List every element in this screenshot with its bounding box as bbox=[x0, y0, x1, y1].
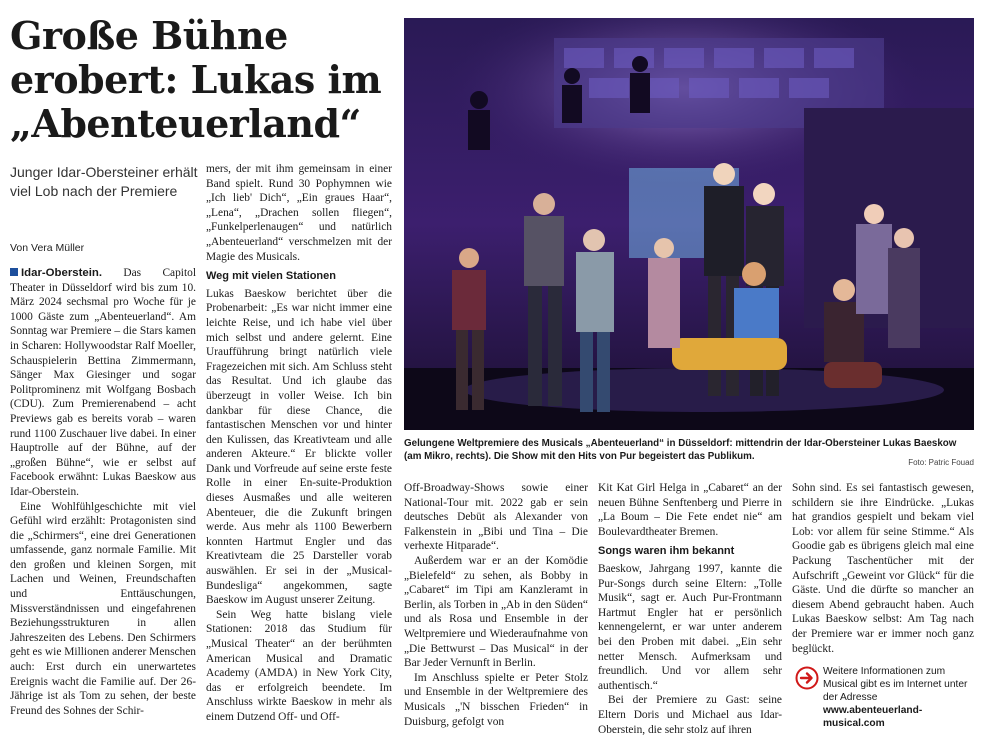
paragraph: Sein Weg hatte bislang viele Stationen: 2018 das Studium für „Musical Theater“ an der berühmten American Musical and Dramatic Academy (AMDA) in New York City, das er erfolgreich beendete. Im Anschluss wirkte Baeskow in mehr als einem Dutzend Off- und Off- bbox=[206, 608, 392, 723]
paragraph: Im Anschluss spielte er Peter Stolz und Ensemble in der Weltpremiere des Musicals „'N bisschen Frieden“ in Duisburg, gefolgt von bbox=[404, 671, 588, 728]
info-description: Weitere Informationen zum Musical gibt es im Internet unter der Adresse bbox=[823, 666, 968, 703]
paragraph: Kit Kat Girl Helga in „Cabaret“ an der neuen Bühne Senftenberg und Pierre in „La Boum – Die Fete endet nie“ am Boulevardtheater Bremen. bbox=[598, 482, 782, 538]
headline-line-3: „Abenteuerland“ bbox=[10, 101, 361, 146]
headline-line-1: Große Bühne bbox=[10, 13, 288, 58]
arrow-right-icon bbox=[795, 666, 819, 690]
info-text bbox=[823, 665, 977, 730]
paragraph-text: Das Capitol Theater in Düsseldorf wird bis zum 10. März 2024 sechsmal pro Woche für je 1000 Gäste zum „Abenteuerland“. Am Sonntag war Premiere – die Stars kamen in Scharen: Hollywoodstar Ralf Moeller, Schauspielerin Bettina Zimmermann, Sänger Max Giesinger und sogar Politprominenz mit Wolfgang Bosbach (CDU). Zum Premierenabend – acht Previews gab es bereits vorab – waren rund 1100 Zuschauer live dabei. In einer Hauptrolle auf der Bühne, auf der „großen Bühne“, wie er selbst auf Facebook erwähnt: Lukas Baeskow aus Idar-Oberstein. bbox=[10, 267, 196, 498]
dateline: Idar-Oberstein. bbox=[21, 267, 103, 279]
paragraph: Außerdem war er an der Komödie „Bielefeld“ zu sehen, als Bobby in „Cabaret“ im Tipi am Kanzleramt in Berlin, als Torben in „Ab in den Süden“ und als Rosa und Ensemble in der Weltpremiere und Wiederaufnahme von „Die Bettwurst – Das Musical“ in der Bar Jeder Vernunft in Berlin. bbox=[404, 554, 588, 670]
paragraph: Baeskow, Jahrgang 1997, kannte die Pur-Songs durch seine Eltern: „Tolle Musik“, sagt er. Auch Pur-Frontmann Hartmut Engler hat er persönlich kennengelernt, er war unter anderem bei den Proben mit dabei. „Ein sehr netter Mensch. Aufmerksam und freundlich. Und vor allem sehr authentisch.“ bbox=[598, 562, 782, 692]
info-box bbox=[795, 665, 977, 730]
article-column-2 bbox=[206, 162, 392, 728]
paragraph: Bei der Premiere zu Gast: seine Eltern Doris und Michael aus Idar-Oberstein, die sehr stolz auf ihren bbox=[598, 694, 782, 736]
byline: Von Vera Müller bbox=[10, 242, 85, 254]
dateline-square-icon bbox=[10, 268, 18, 276]
headline bbox=[10, 14, 396, 146]
photo-caption: Gelungene Weltpremiere des Musicals „Abenteuerland“ in Düsseldorf: mittendrin der Idar-Obersteiner Lukas Baeskow (am Mikro, rechts). Die Show mit den Hits von Pur begeistert das Publikum. bbox=[404, 438, 957, 462]
info-url[interactable]: www.abenteuerland-musical.com bbox=[823, 705, 923, 729]
headline-line-2: erobert: Lukas im bbox=[10, 57, 382, 102]
section-heading: Weg mit vielen Stationen bbox=[206, 270, 336, 283]
photo-credit: Foto: Patric Fouad bbox=[908, 458, 974, 467]
stage-photo bbox=[404, 18, 974, 430]
paragraph bbox=[10, 266, 196, 500]
section-heading: Songs waren ihm bekannt bbox=[598, 545, 735, 558]
paragraph: Lukas Baeskow berichtet über die Probenarbeit: „Es war nicht immer eine leichte Reise, und ich habe viel über mich selbst und andere gelernt. Eine Uraufführung bringt natürlich viele Fragezeichen mit sich. Am Schluss steht das Resultat. Und ich glaube das überzeugt in voller Weise. Ich bin dankbar für diese Chance, die fantastischen Menschen vor und hinter den Kulissen, das Kreativteam und alle anderen Akteure.“ Er blickte voller Dank und Vorfreude auf seine erste feste Rolle in einer En-suite-Produktion dieses Ausmaßes und alle weiteren Abenteuer, die die Zukunft bringen werde. Aus mehr als 1100 Bewerbern konnten Hartmut Engler und das Kreativteam die 25 Darsteller vorab auswählen. Er sei in der „Musical-Bundesliga“ angekommen, sagte Baeskow im August unserer Zeitung. bbox=[206, 287, 392, 607]
paragraph: mers, der mit ihm gemeinsam in einer Band spielt. Rund 30 Pophymnen wie „Ich lieb' Dich“, „Ein graues Haar“, „Lena“, „Drachen sollen fliegen“, „Funkelperlenaugen“ und natürlich „Abenteuerland“ verschmelzen mit der Magie des Musicals. bbox=[206, 163, 392, 263]
subheadline: Junger Idar-Obersteiner erhält viel Lob nach der Premiere bbox=[10, 164, 198, 199]
article-column-5 bbox=[792, 481, 974, 661]
paragraph: Off-Broadway-Shows sowie einer National-Tour mit. 2022 gab er sein deutsches Debüt als Alexander von Falkenstein in „Bibi und Tina – Die verhexte Hitparade“. bbox=[404, 482, 588, 553]
article-column-3 bbox=[404, 481, 588, 728]
paragraph: Sohn sind. Es sei fantastisch gewesen, schildern sie ihre Eindrücke. „Lukas hat grandios gespielt und bekam viel Lob: vor allem für seine Stimme.“ Als Goodie gab es übrigens gleich mal eine Packung Taschentücher mit der Aufschrift „Geweint vor Glück“ für die Gäste. Und die dürfte so mancher an diesem Abend gebraucht haben. Auch Lukas Baeskow selbst: Am Tag nach der Premiere war er immer noch ganz beglückt. bbox=[792, 482, 974, 655]
article-column-4 bbox=[598, 481, 782, 736]
paragraph: Eine Wohlfühlgeschichte mit viel Gefühl wird erzählt: Protagonisten sind die „Schirmers“, eine drei Generationen umfassende, ganz normale Familie. Mit den großen und kleinen Sorgen, mit Lachen und Weinen, Freundschaften und Enttäuschungen, Missverständnissen und eingefahrenen Beziehungsstrukturen in allen Jahreszeiten des Lebens. Den Schirmers geht es wie Millionen anderer Menschen auch: Erst durch ein unerwartetes Ereignis wacht die Familie auf. Der 26-Jährige ist als Tom zu sehen, der beste Freund des Sohnes der Schir- bbox=[10, 500, 196, 717]
article-column-1 bbox=[10, 266, 196, 728]
